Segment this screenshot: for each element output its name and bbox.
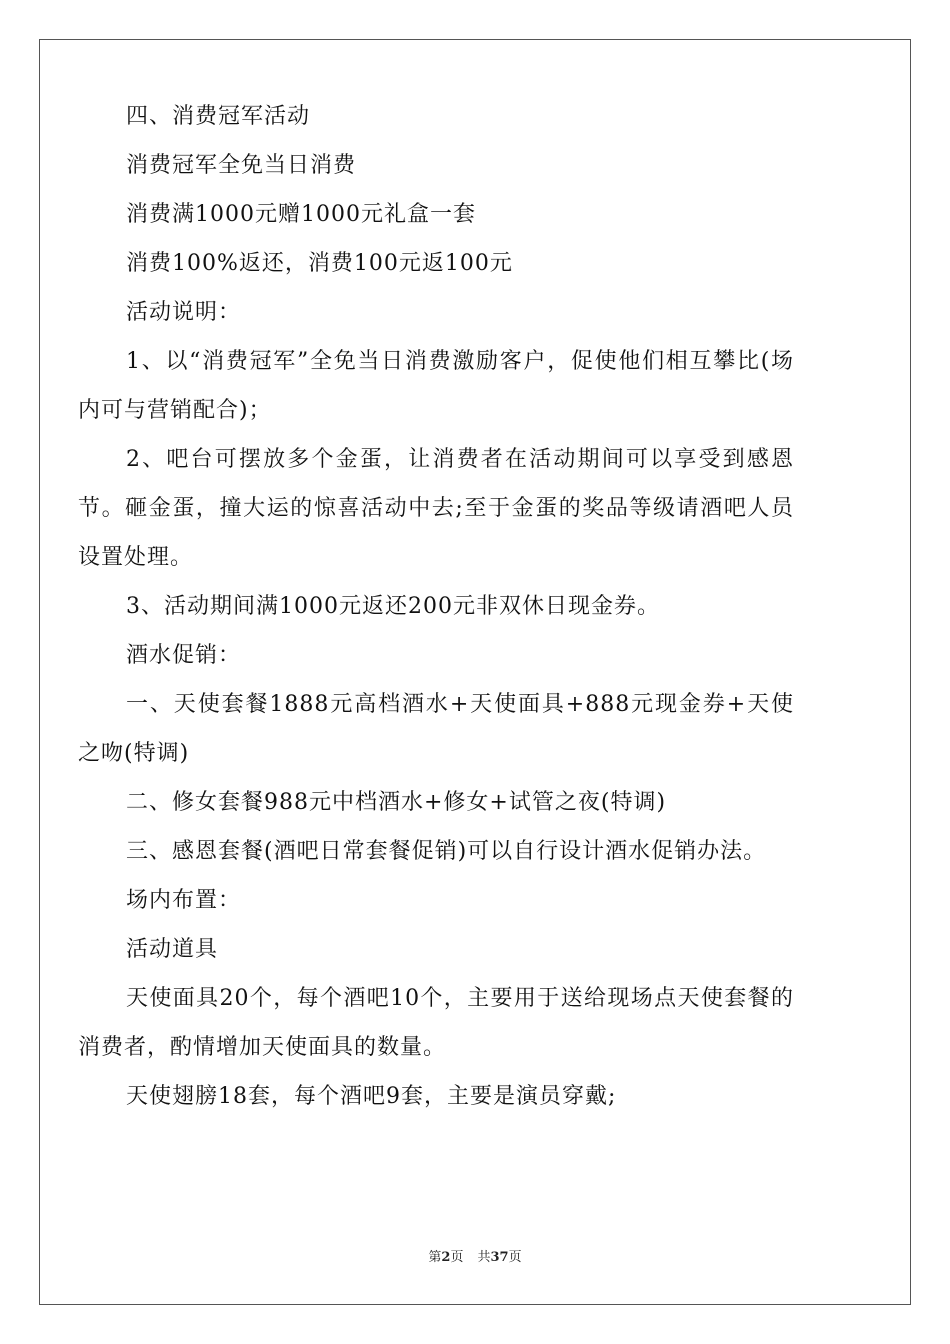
paragraph: 酒水促销：	[126, 643, 242, 668]
paragraph: 活动说明：	[126, 300, 242, 325]
paragraph: 二、修女套餐988元中档酒水+修女+试管之夜(特调)	[126, 790, 667, 815]
paragraph: 一、天使套餐1888元高档酒水+天使面具+888元现金券+天使之吻(特调)	[78, 692, 794, 766]
paragraph: 1、以“消费冠军”全免当日消费激励客户，促使他们相互攀比(场内可与营销配合)；	[78, 349, 794, 423]
document-body	[78, 92, 794, 1121]
paragraph: 消费冠军全免当日消费	[126, 153, 357, 178]
total-suffix: 页	[508, 1250, 522, 1265]
total-prefix: 共	[477, 1250, 491, 1265]
paragraph: 2、吧台可摆放多个金蛋，让消费者在活动期间可以享受到感恩节。砸金蛋，撞大运的惊喜活动中去;至于金蛋的奖品等级请酒吧人员设置处理。	[78, 447, 794, 570]
paragraph: 三、感恩套餐(酒吧日常套餐促销)可以自行设计酒水促销办法。	[126, 839, 767, 864]
page-current: 2	[441, 1250, 451, 1265]
paragraph: 3、活动期间满1000元返还200元非双休日现金券。	[126, 594, 660, 619]
paragraph: 天使翅膀18套，每个酒吧9套，主要是演员穿戴;	[126, 1084, 617, 1109]
paragraph: 消费满1000元赠1000元礼盒一套	[126, 202, 476, 227]
paragraph: 四、消费冠军活动	[126, 104, 311, 129]
paragraph: 天使面具20个，每个酒吧10个，主要用于送给现场点天使套餐的消费者，酌情增加天使面具的数量。	[78, 986, 794, 1060]
paragraph: 活动道具	[126, 937, 219, 962]
paragraph: 消费100%返还，消费100元返100元	[126, 251, 513, 276]
page-suffix: 页	[450, 1250, 464, 1265]
page-prefix: 第	[428, 1250, 442, 1265]
page-footer	[0, 1246, 950, 1265]
page-total: 37	[490, 1250, 509, 1265]
paragraph: 场内布置：	[126, 888, 242, 913]
